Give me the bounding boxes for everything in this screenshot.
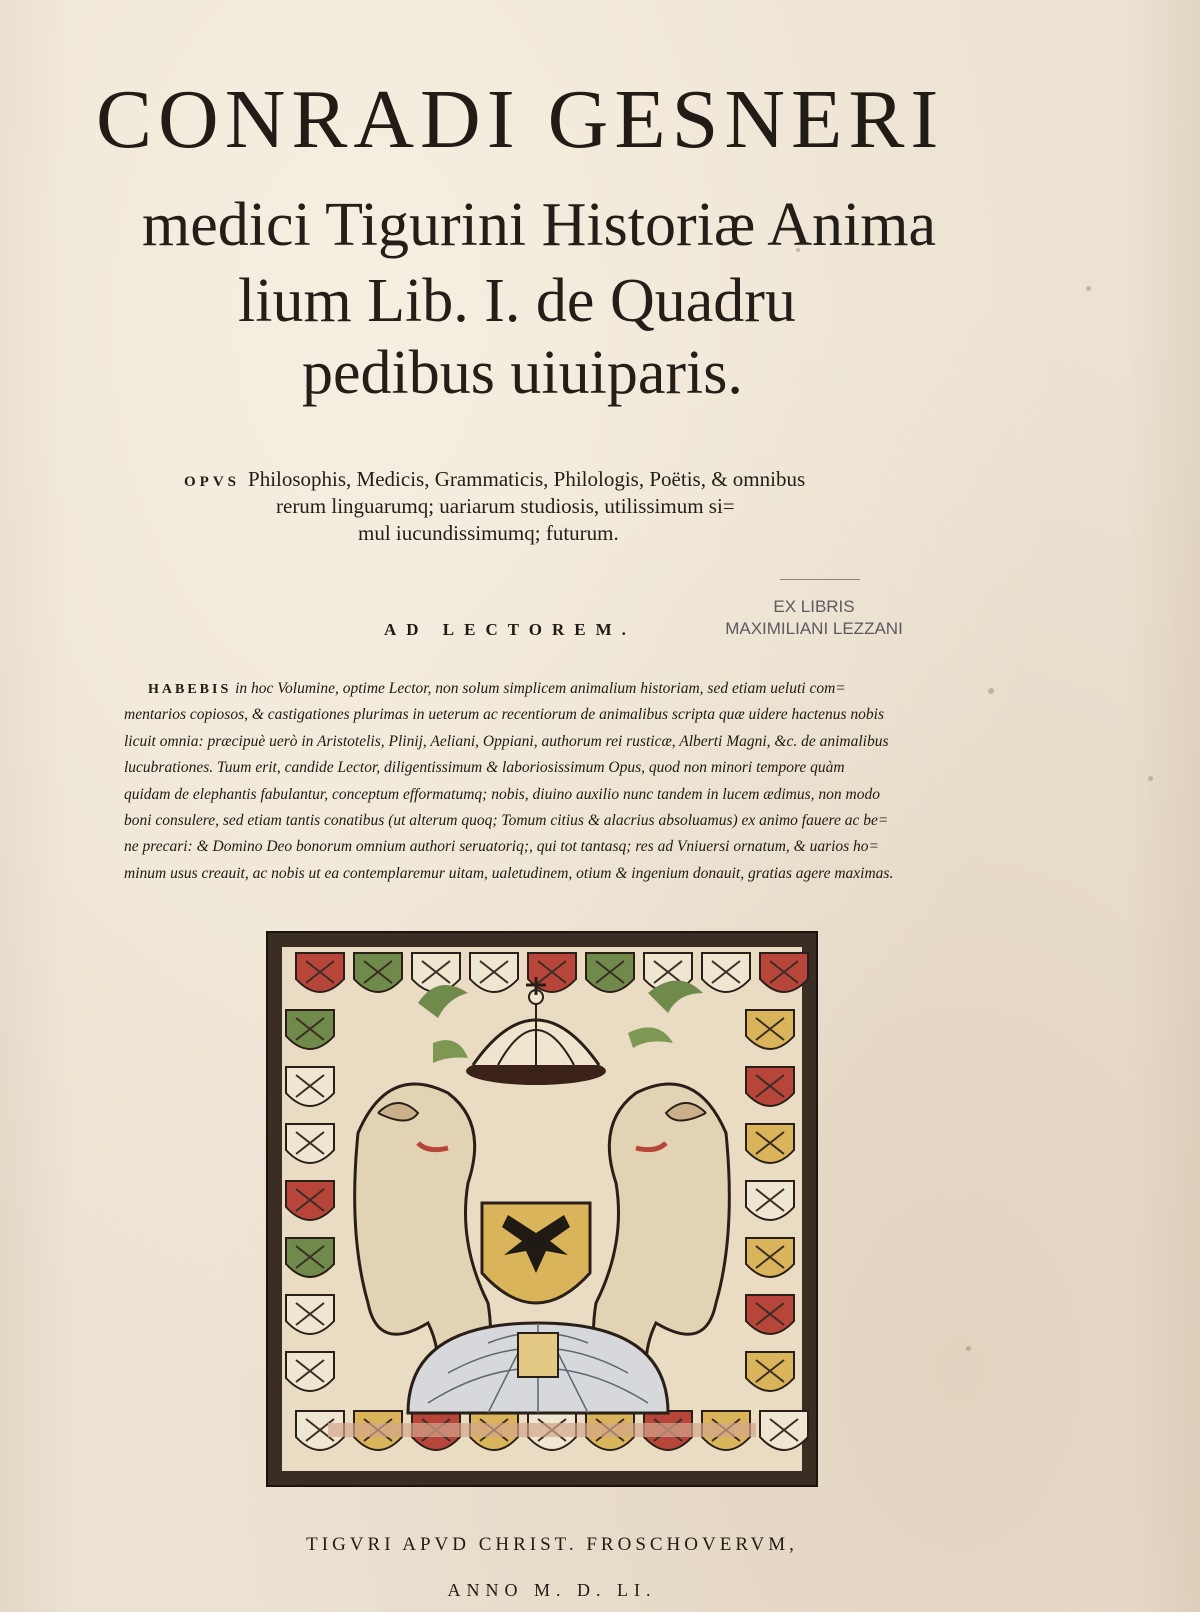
double-headed-eagle-icon [482,1203,590,1303]
preface-line-7: ne precari: & Domino Deo bonorum omnium authori seruatoriq;, qui tot tantasq; res ad Vniuersi ornatum, & uarios ho= [124,838,880,856]
preface-line-8: minum usus creauit, ac nobis ut ea contemplaremur uitam, ualetudinem, otium & ingenium donauit, gratias agere maximas. [124,864,894,882]
preface-line-2: mentarios copiosos, & castigationes plurimas in ueterum ac recentiorum de animalibus scripta quæ uidere hactenus nobis [124,706,885,724]
preface-line-1: in hoc Volumine, optime Lector, non solum simplicem animalium historiam, sed etiam ueluti com= [235,680,846,697]
subtitle-line-2: lium Lib. I. de Quadru [238,267,796,335]
stamp-divider [780,579,860,580]
ad-lectorem-heading: AD LECTOREM. [384,620,636,639]
paper-speck [988,688,994,694]
ex-libris-stamp [704,596,924,640]
preface-line-3: licuit omnia: præcipuè uerò in Aristotelis, Plinij, Aeliani, Oppiani, authorum rei rusticæ, Alberti Magni, &c. de animalibus [124,732,889,750]
subtitle-line-3: pedibus uiuiparis. [302,339,743,407]
opus-lead-word: OPVS [184,474,241,490]
page-title: CONRADI GESNERI [96,73,945,166]
paper-speck [796,248,800,252]
printer-imprint: TIGVRI APVD CHRIST. FROSCHOVERVM, [306,1534,798,1555]
opus-line-1: Philosophis, Medicis, Grammaticis, Philologis, Poëtis, & omnibus [248,467,806,491]
stamp-line-1: EX LIBRIS [773,597,855,616]
preface-line-6: boni consulere, sed etiam tantis conatibus (ut alterum quoq; Tomum citius & alacrius absoluamus) ex animo fauere ac be= [124,812,889,829]
woodcut-illustration [268,933,816,1485]
opus-line-2: rerum linguarumq; uariarum studiosis, utilissimum si= [276,494,735,518]
preface-line-4: lucubrationes. Tuum erit, candide Lector, diligentissimum & laboriosissimum Opus, quod non minori tempore quàm [124,759,845,777]
subtitle-line-1: medici Tigurini Historiæ Anima [142,191,937,259]
paper-speck [1148,776,1153,781]
opus-line-3: mul iucundissimumq; futurum. [358,521,619,545]
stamp-line-2: MAXIMILIANI LEZZANI [725,619,903,638]
printer-device-woodcut [266,931,818,1487]
paper-speck [1086,286,1091,291]
preface-line-5: quidam de elephantis fabulantur, conceptum efformatumq; nobis, diuino auxilio nunc tandem in lucem ædimus, non modo [124,785,880,803]
paper-speck [966,1346,971,1351]
publication-year: ANNO M. D. LI. [447,1580,657,1600]
preface-lead-word: HABEBIS [148,682,232,697]
